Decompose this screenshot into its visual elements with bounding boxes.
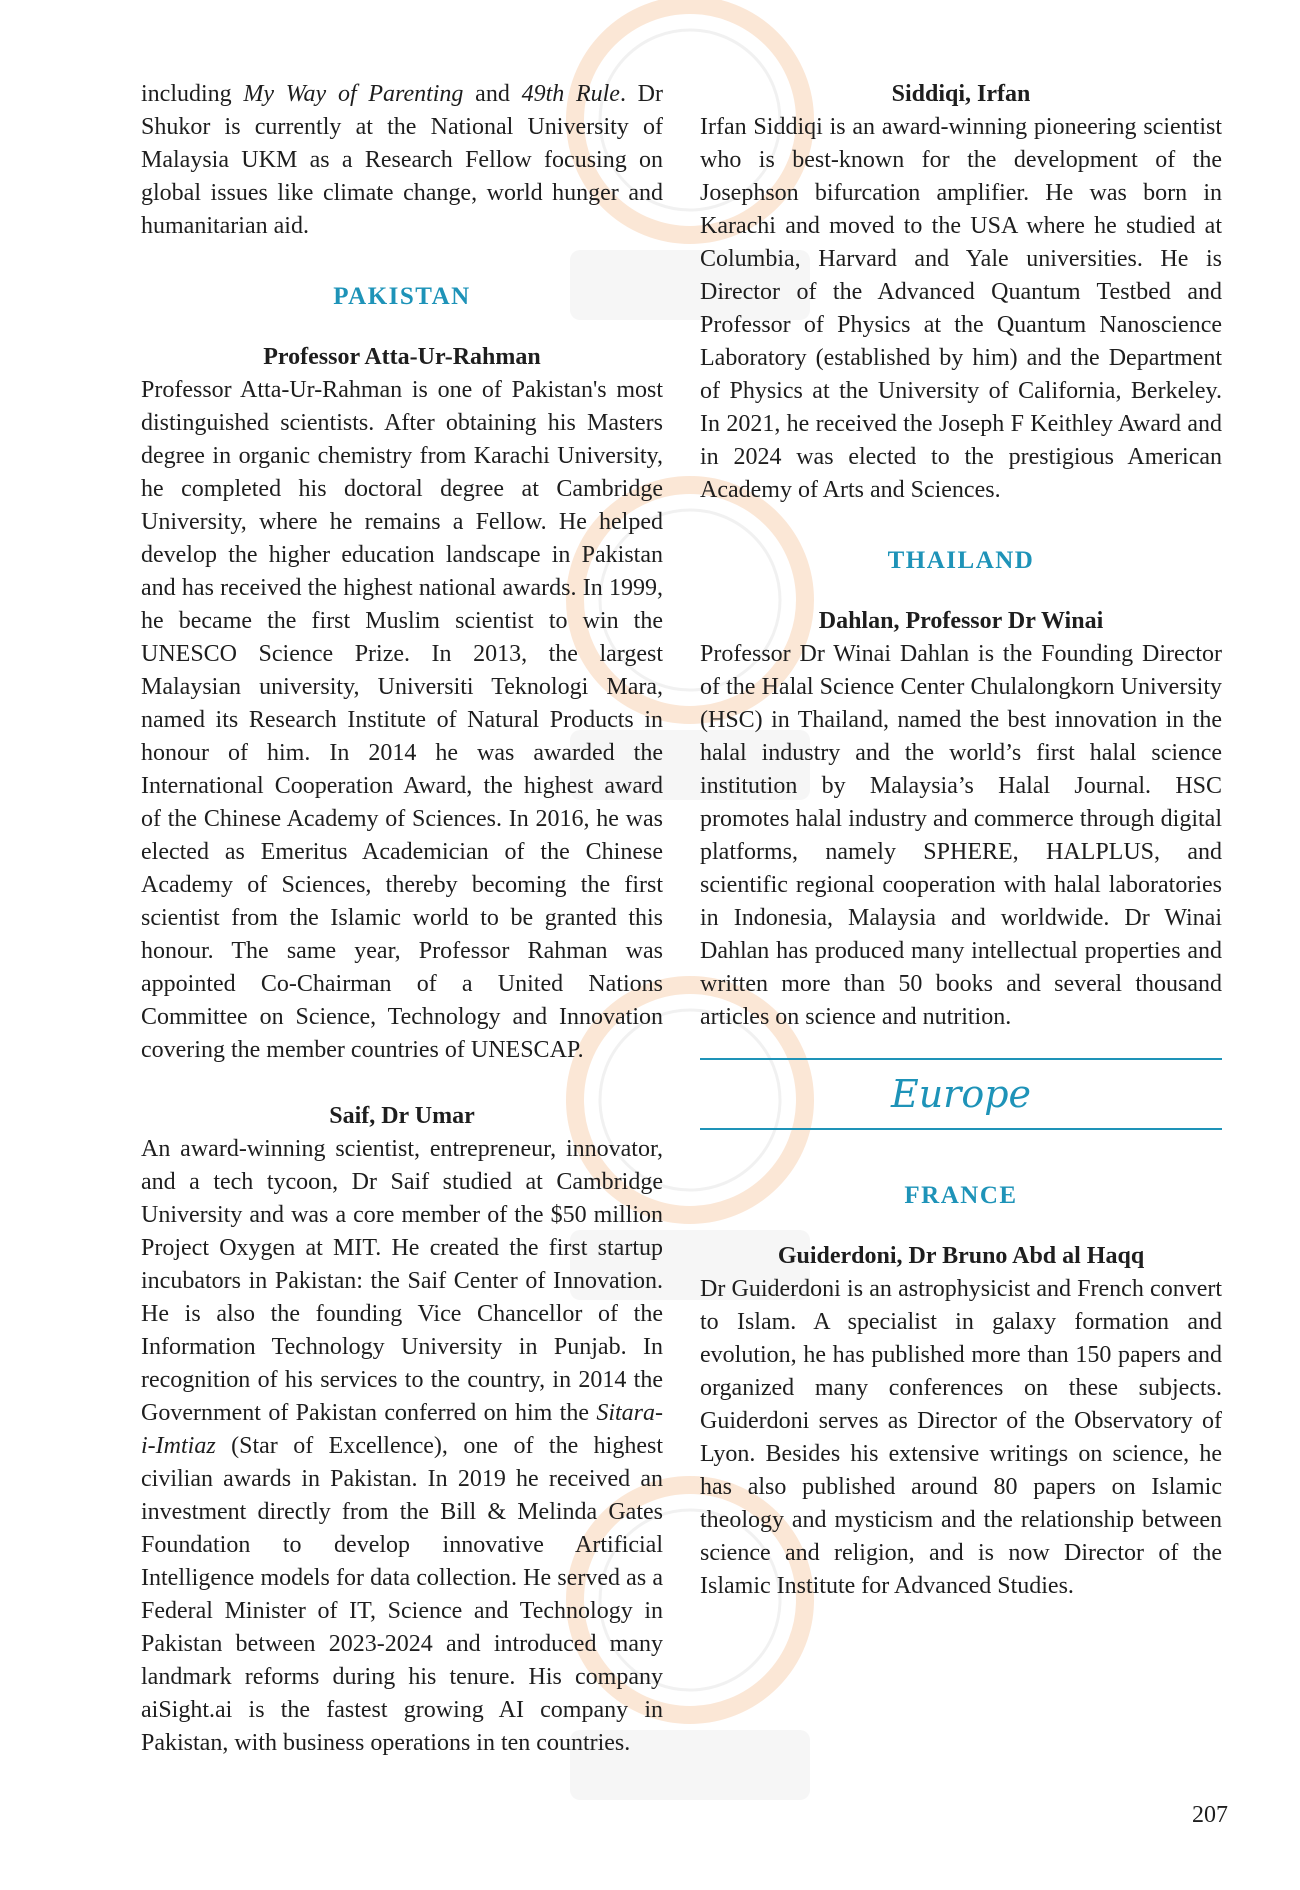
page-number: 207 (1192, 1802, 1228, 1828)
person-name-saif-umar: Saif, Dr Umar (329, 1103, 475, 1129)
bio-text: An award-winning scientist, entrepreneur, innovator, and a tech tycoon, Dr Saif studied at Cambridge University and was a core member of the $50 million Project Oxygen at MIT. He created the first startup incubators in Pakistan: the Saif Center of Innovation. He is also the founding Vice Chancellor of the Information Technology University in Punjab. In recognition of his services to the country, in 2014 the Government of Pakistan conferred on him the (141, 1136, 663, 1426)
left-column (141, 78, 663, 1760)
book-title: My Way of Parenting (243, 81, 464, 107)
country-heading-pakistan: PAKISTAN (333, 283, 471, 310)
bio-atta-ur-rahman: Professor Atta-Ur-Rahman is one of Pakistan's most distinguished scientists. After obtaining his Masters degree in organic chemistry from Karachi University, he completed his doctoral degree at Cambridge University, where he remains a Fellow. He helped develop the higher education landscape in Pakistan and has received the highest national awards. In 1999, he became the first Muslim scientist to win the UNESCO Science Prize. In 2013, the largest Malaysian university, Universiti Teknologi Mara, named its Research Institute of Natural Products in honour of him. In 2014 he was awarded the International Cooperation Award, the highest award of the Chinese Academy of Sciences. In 2016, he was elected as Emeritus Academician of the Chinese Academy of Sciences, thereby becoming the first scientist from the Islamic world to be granted this honour. The same year, Professor Rahman was appointed Co-Chairman of a United Nations Committee on Science, Technology and Innovation covering the member countries of UNESCAP. (141, 377, 663, 1063)
person-name-siddiqi-irfan: Siddiqi, Irfan (891, 81, 1031, 107)
region-heading-europe: Europe (700, 1058, 1222, 1130)
intro-paragraph (141, 78, 663, 243)
right-column (700, 78, 1222, 1603)
country-heading-france: FRANCE (904, 1182, 1018, 1209)
person-name-dahlan-winai: Dahlan, Professor Dr Winai (818, 608, 1104, 634)
country-heading-thailand: THAILAND (887, 547, 1035, 574)
person-name-guiderdoni-bruno: Guiderdoni, Dr Bruno Abd al Haqq (777, 1243, 1145, 1269)
intro-text: and (463, 81, 522, 107)
bio-guiderdoni-bruno: Dr Guiderdoni is an astrophysicist and French convert to Islam. A specialist in galaxy formation and evolution, he has published more than 150 papers and organized many conferences on these subjects. Guiderdoni serves as Director of the Observatory of Lyon. Besides his extensive writings on science, he has also published around 80 papers on Islamic theology and mysticism and the relationship between science and religion, and is now Director of the Islamic Institute for Advanced Studies. (700, 1276, 1222, 1599)
bio-text: (Star of Excellence), one of the highest civilian awards in Pakistan. In 2019 he received an investment directly from the Bill & Melinda Gates Foundation to develop innovative Artificial Intelligence models for data collection. He served as a Federal Minister of IT, Science and Technology in Pakistan between 2023-2024 and introduced many landmark reforms during his tenure. His company aiSight.ai is the fastest growing AI company in Pakistan, with business operations in ten countries. (141, 1433, 663, 1756)
person-name-atta-ur-rahman: Professor Atta-Ur-Rahman (263, 344, 541, 370)
bio-siddiqi-irfan: Irfan Siddiqi is an award-winning pioneering scientist who is best-known for the development of the Josephson bifurcation amplifier. He was born in Karachi and moved to the USA where he studied at Columbia, Harvard and Yale universities. He is Director of the Advanced Quantum Testbed and Professor of Physics at the Quantum Nanoscience Laboratory (established by him) and the Department of Physics at the University of California, Berkeley. In 2021, he received the Joseph F Keithley Award and in 2024 was elected to the prestigious American Academy of Arts and Sciences. (700, 114, 1222, 503)
book-title: 49th Rule (521, 81, 620, 107)
bio-dahlan-winai: Professor Dr Winai Dahlan is the Founding Director of the Halal Science Center Chulalongkorn University (HSC) in Thailand, named the best innovation in the halal industry and the world’s first halal science institution by Malaysia’s Halal Journal. HSC promotes halal industry and commerce through digital platforms, namely SPHERE, HALPLUS, and scientific regional cooperation with halal laboratories in Indonesia, Malaysia and worldwide. Dr Winai Dahlan has produced many intellectual properties and written more than 50 books and several thousand articles on science and nutrition. (700, 641, 1222, 1030)
intro-text: . Dr Shukor is currently at the National University of Malaysia UKM as a Research Fellow focusing on global issues like climate change, world hunger and humanitarian aid. (141, 81, 664, 239)
intro-text: including (141, 81, 244, 107)
bio-saif-umar (141, 1133, 663, 1760)
award-name: Sitara-i-Imtiaz (141, 1400, 663, 1459)
